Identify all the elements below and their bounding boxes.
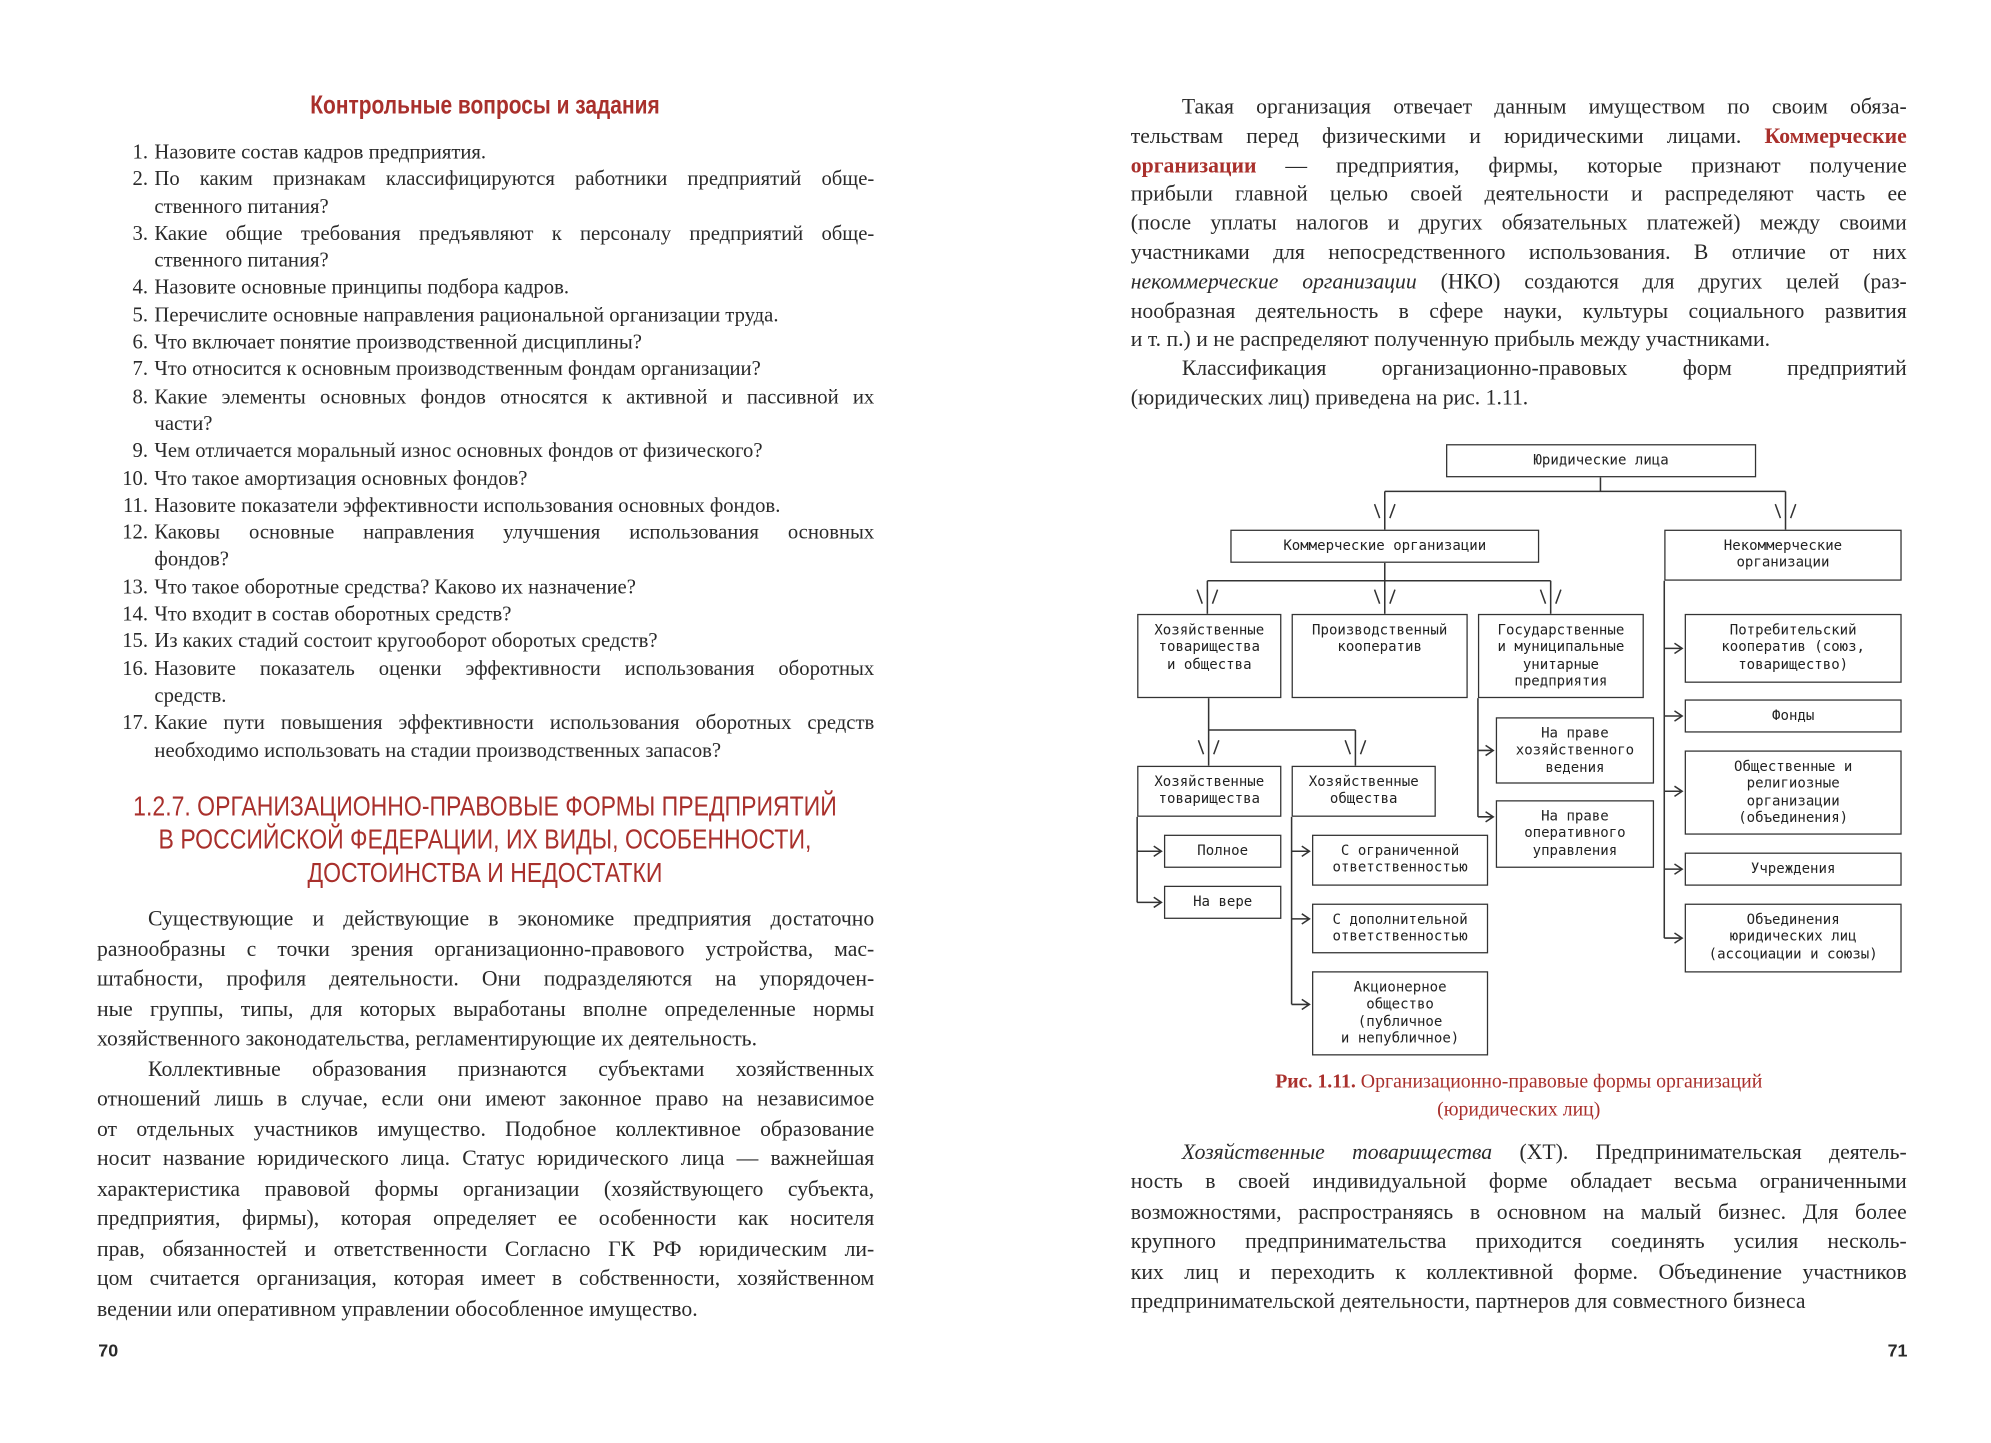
text-line: Перечислите основные направления рациональной организации труда. bbox=[154, 303, 779, 327]
text-line: Коллективные образования признаются субъектами хозяйственных bbox=[148, 1056, 875, 1081]
italic-term: некоммерческие организации bbox=[1130, 269, 1417, 294]
text-line: предприятия, фирмы), которая определяет ее особенности как носителя bbox=[96, 1206, 875, 1231]
text-line: возможностями, распространяясь в основном на малый бизнес. Для более bbox=[1130, 1199, 1907, 1224]
text-line: предпринимательской деятельности, партнеров для совместного бизнеса bbox=[1130, 1288, 1806, 1314]
text-line: (юридических лиц) приведена на рис. 1.11. bbox=[1130, 385, 1529, 410]
page-number-left: 70 bbox=[98, 1340, 119, 1361]
caption-line-2: (юридических лиц) bbox=[1437, 1098, 1601, 1121]
text-line: ственного питания? bbox=[154, 194, 329, 218]
text-line: Чем отличается моральный износ основных фондов от физического? bbox=[154, 439, 763, 463]
text-line: ких лиц и переходить к коллективной форме. Объединение участников bbox=[1130, 1259, 1907, 1284]
right-body-text-bottom bbox=[1131, 1137, 1907, 1316]
text-line: По каким признакам классифицируются работники предприятий обще- bbox=[154, 167, 875, 191]
text-segment: — предприятия, фирмы, которые признают получение bbox=[1256, 152, 1907, 177]
text-line: штабности, профиля деятельности. Они подразделяются на упорядочен- bbox=[96, 966, 875, 991]
question-number: 6. bbox=[132, 330, 149, 354]
questions-heading: Контрольные вопросы и задания bbox=[310, 91, 660, 120]
box-llc: С ограниченной ответственностью bbox=[1312, 835, 1488, 886]
text-line: Такая организация отвечает данным имуществом по своим обяза- bbox=[1181, 94, 1907, 119]
text-line: Что относится к основным производственным фондам организации? bbox=[154, 357, 761, 381]
text-line: средств. bbox=[154, 684, 227, 707]
text-line: ность в своей индивидуальной форме обладает весьма ограниченными bbox=[1130, 1169, 1907, 1194]
box-public-religious: Общественные и религиозные организации (объединения) bbox=[1685, 750, 1902, 834]
text-line: необходимо использовать на стадии производственных запасов? bbox=[154, 738, 722, 762]
text-line: Какие общие требования предъявляют к персоналу предприятий обще- bbox=[154, 221, 875, 245]
box-alc: С дополнительной ответственностью bbox=[1312, 904, 1488, 954]
question-number: 15. bbox=[122, 629, 149, 653]
question-number: 11. bbox=[122, 493, 149, 517]
question-number: 10. bbox=[122, 466, 149, 490]
section-heading-line: 1.2.7. ОРГАНИЗАЦИОННО-ПРАВОВЫЕ ФОРМЫ ПРЕДПРИЯТИЙ bbox=[133, 790, 837, 822]
text-line: части? bbox=[154, 412, 213, 436]
box-legal-entities: Юридические лица bbox=[1446, 444, 1756, 477]
question-number: 9. bbox=[132, 439, 149, 463]
text-segment: (ХТ). Предпринимательская деятель- bbox=[1492, 1139, 1907, 1164]
text-segment: (НКО) создаются для других целей (раз- bbox=[1416, 269, 1907, 294]
text-line: Что включает понятие производственной дисциплины? bbox=[154, 330, 642, 354]
text-line: ные группы, типы, для которых выработаны вполне определенные нормы bbox=[96, 996, 875, 1021]
box-institutions: Учреждения bbox=[1685, 853, 1902, 886]
question-number: 3. bbox=[132, 221, 149, 245]
box-operational-management: На праве оперативного управления bbox=[1496, 800, 1654, 868]
box-partnerships-and-companies: Хозяйственные товарищества и общества bbox=[1137, 614, 1281, 698]
text-line: цом считается организация, которая имеет в собственности, хозяйственном bbox=[96, 1266, 875, 1291]
question-number: 4. bbox=[132, 276, 149, 300]
text-line: разнообразны с точки зрения организационно-правового устройства, мас- bbox=[96, 936, 875, 961]
question-number: 1. bbox=[132, 140, 149, 164]
box-commercial: Коммерческие организации bbox=[1230, 530, 1539, 563]
section-heading-line: В РОССИЙСКОЙ ФЕДЕРАЦИИ, ИХ ВИДЫ, ОСОБЕННОСТИ, bbox=[158, 823, 812, 856]
box-funds: Фонды bbox=[1685, 699, 1902, 732]
page-number-right: 71 bbox=[1887, 1340, 1908, 1361]
question-number: 12. bbox=[122, 520, 149, 544]
text-line: Назовите показатели эффективности использования основных фондов. bbox=[154, 493, 781, 517]
text-line: нообразная деятельность в сфере науки, культуры социального развития bbox=[1130, 298, 1907, 323]
bold-term: организации bbox=[1130, 152, 1257, 177]
question-number: 7. bbox=[132, 357, 149, 381]
text-line: Назовите показатель оценки эффективности использования оборотных bbox=[154, 656, 875, 680]
text-line: ведении или оперативном управлении обособленное имущество. bbox=[96, 1296, 698, 1321]
text-line: прав, обязанностей и ответственности Согласно ГК РФ юридическим ли- bbox=[96, 1236, 875, 1261]
box-full-partnership: Полное bbox=[1164, 835, 1281, 868]
bold-term: Коммерческие bbox=[1764, 123, 1907, 148]
section-heading-line: ДОСТОИНСТВА И НЕДОСТАТКИ bbox=[307, 856, 663, 889]
text-segment: тельствам перед физическими и юридическими лицами. bbox=[1130, 123, 1765, 148]
text-line: крупного предпринимательства приходится соединять усилия несколь- bbox=[1130, 1229, 1907, 1254]
question-number: 14. bbox=[122, 602, 149, 626]
box-companies: Хозяйственные общества bbox=[1292, 766, 1436, 817]
italic-term: Хозяйственные товарищества bbox=[1181, 1139, 1493, 1164]
box-limited-partnership: На вере bbox=[1164, 886, 1281, 919]
text-line: фондов? bbox=[154, 548, 229, 572]
text-line: Что такое амортизация основных фондов? bbox=[154, 466, 528, 490]
text-line: (после уплаты налогов и других обязательных платежей) между своими bbox=[1130, 210, 1907, 236]
question-number: 13. bbox=[122, 575, 149, 599]
caption-text: Организационно-правовые формы организаций bbox=[1355, 1070, 1763, 1093]
box-consumer-coop: Потребительский кооператив (союз, товарищество) bbox=[1685, 614, 1902, 683]
text-line: Существующие и действующие в экономике предприятия достаточно bbox=[148, 906, 875, 931]
text-line bbox=[1131, 1137, 1907, 1167]
text-line: и т. п.) и не распределяют полученную прибыль между участниками. bbox=[1130, 327, 1771, 352]
text-line: Классификация организационно-правовых форм предприятий bbox=[1181, 356, 1907, 381]
text-line: отношений лишь в случае, если они имеют законное право на независимое bbox=[96, 1086, 875, 1111]
text-line: Каковы основные направления улучшения использования основных bbox=[154, 520, 875, 544]
caption-label: Рис. 1.11. bbox=[1275, 1070, 1356, 1093]
box-production-coop: Производственный кооператив bbox=[1292, 614, 1468, 698]
text-line: Назовите основные принципы подбора кадров. bbox=[154, 276, 570, 300]
text-line: Какие пути повышения эффективности использования оборотных средств bbox=[154, 711, 875, 735]
paragraph bbox=[1131, 1137, 1907, 1316]
question-number: 17. bbox=[122, 711, 149, 735]
text-line: участниками для непосредственного использования. В отличие от них bbox=[1130, 239, 1907, 265]
text-line: носит название юридического лица. Статус юридического лица — важнейшая bbox=[96, 1146, 875, 1171]
box-economic-management: На праве хозяйственного ведения bbox=[1496, 717, 1654, 783]
text-line: хозяйственного законодательства, регламентирующие их деятельность. bbox=[96, 1026, 757, 1051]
box-jsc: Акционерное общество (публичное и непубличное) bbox=[1312, 971, 1488, 1055]
question-number: 2. bbox=[132, 167, 149, 191]
text-line: прибыли главной целью своей деятельности и распределяют часть ее bbox=[1130, 181, 1907, 206]
text-line: характеристика правовой формы организации (хозяйствующего субъекта, bbox=[96, 1176, 875, 1201]
text-line: Из каких стадий состоит кругооборот оборотых средств? bbox=[154, 629, 658, 653]
text-line: Какие элементы основных фондов относятся к активной и пассивной их bbox=[154, 385, 875, 408]
text-line: ственного питания? bbox=[154, 249, 329, 273]
box-noncommercial: Некоммерческие организации bbox=[1664, 530, 1901, 581]
figure-caption bbox=[1149, 1068, 1889, 1124]
question-number: 16. bbox=[122, 656, 149, 680]
question-number: 5. bbox=[132, 303, 149, 327]
text-line: Что такое оборотные средства? Каково их назначение? bbox=[154, 575, 636, 599]
box-partnerships: Хозяйственные товарищества bbox=[1137, 766, 1281, 817]
box-state-municipal: Государственные и муниципальные унитарные предприятия bbox=[1478, 614, 1644, 698]
text-line: от отдельных участников имущество. Подобное коллективное образование bbox=[96, 1116, 875, 1141]
question-number: 8. bbox=[132, 385, 149, 408]
box-associations: Объединения юридических лиц (ассоциации и союзы) bbox=[1685, 904, 1902, 973]
text-line: Что входит в состав оборотных средств? bbox=[154, 602, 512, 626]
text-line: Назовите состав кадров предприятия. bbox=[154, 140, 487, 164]
